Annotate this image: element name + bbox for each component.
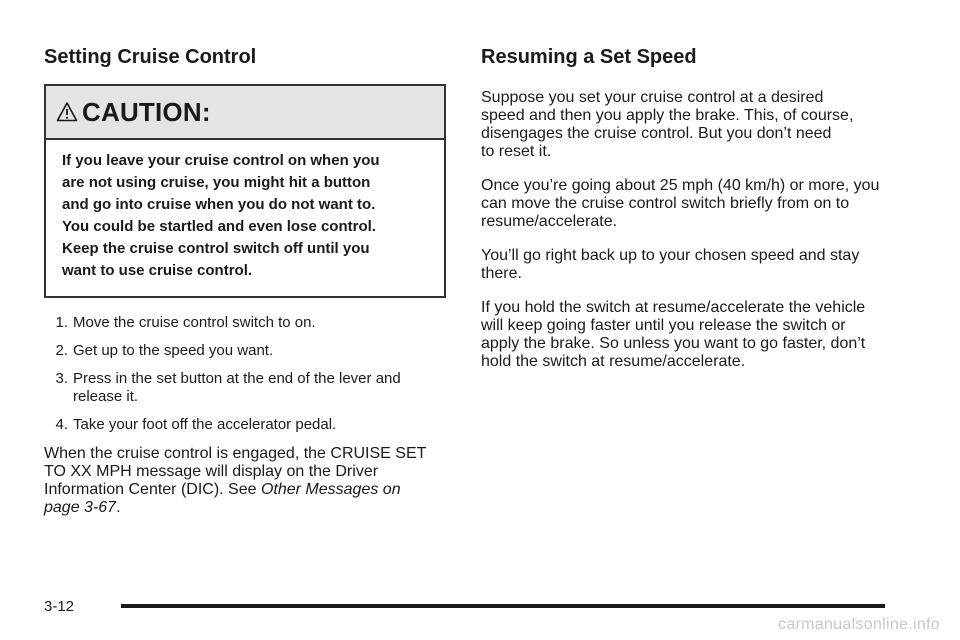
caution-line: If you leave your cruise control on when you bbox=[62, 152, 380, 169]
paragraph-line: You’ll go right back up to your chosen speed and stay bbox=[481, 247, 860, 264]
left-column bbox=[44, 44, 446, 533]
paragraph-text: . bbox=[116, 499, 121, 516]
caution-text bbox=[46, 140, 444, 296]
cross-reference-link[interactable]: Other Messages on bbox=[260, 481, 401, 498]
paragraph-line: speed and then you apply the brake. This, of course, bbox=[481, 107, 854, 124]
list-item bbox=[44, 370, 446, 406]
paragraph-line: Suppose you set your cruise control at a desired bbox=[481, 89, 824, 106]
step-number: 2. bbox=[55, 342, 68, 359]
cross-reference-page[interactable]: page 3-67 bbox=[44, 499, 117, 516]
caution-line: and go into cruise when you do not want to. bbox=[62, 196, 376, 213]
paragraph-line: When the cruise control is engaged, the CRUISE SET bbox=[44, 445, 427, 462]
list-item bbox=[44, 342, 446, 360]
caution-title: CAUTION: bbox=[82, 96, 211, 127]
section-heading-setting-cruise: Setting Cruise Control bbox=[44, 46, 257, 68]
paragraph-line bbox=[44, 481, 446, 499]
paragraph-line: apply the brake. So unless you want to go faster, don’t bbox=[481, 335, 866, 352]
section-heading-resuming: Resuming a Set Speed bbox=[481, 46, 697, 68]
step-text: Take your foot off the accelerator pedal. bbox=[73, 416, 337, 433]
paragraph-line: disengages the cruise control. But you don’t need bbox=[481, 125, 832, 142]
step-text: Press in the set button at the end of the lever and release it. bbox=[73, 370, 401, 405]
paragraph-line: can move the cruise control switch briefly from on to bbox=[481, 195, 850, 212]
footer-rule bbox=[121, 604, 885, 608]
caution-header bbox=[46, 86, 444, 140]
caution-line: want to use cruise control. bbox=[62, 262, 253, 279]
paragraph-line: to reset it. bbox=[481, 143, 552, 160]
caution-line: Keep the cruise control switch off until you bbox=[62, 240, 370, 257]
paragraph-text: Information Center (DIC). See bbox=[44, 481, 261, 498]
caution-line: are not using cruise, you might hit a button bbox=[62, 174, 371, 191]
warning-triangle-icon bbox=[56, 101, 78, 123]
paragraph-line: there. bbox=[481, 265, 522, 282]
watermark: carmanualsonline.info bbox=[778, 616, 940, 633]
steps-list bbox=[44, 314, 446, 434]
paragraph-line: hold the switch at resume/accelerate. bbox=[481, 353, 746, 370]
list-item bbox=[44, 416, 446, 434]
page-number: 3-12 bbox=[44, 598, 75, 615]
paragraph-line: If you hold the switch at resume/accelerate the vehicle bbox=[481, 299, 866, 316]
step-number: 4. bbox=[55, 416, 68, 433]
step-number: 1. bbox=[55, 314, 68, 331]
paragraph-line: Once you’re going about 25 mph (40 km/h) or more, you bbox=[481, 177, 880, 194]
paragraph-line bbox=[44, 499, 446, 517]
list-item bbox=[44, 314, 446, 332]
paragraph-line: TO XX MPH message will display on the Driver bbox=[44, 463, 379, 480]
step-text: Get up to the speed you want. bbox=[73, 342, 274, 359]
paragraph-line: will keep going faster until you release the switch or bbox=[481, 317, 846, 334]
paragraph-line: resume/accelerate. bbox=[481, 213, 618, 230]
caution-line: You could be startled and even lose control. bbox=[62, 218, 376, 235]
step-text: Move the cruise control switch to on. bbox=[73, 314, 316, 331]
right-column bbox=[481, 44, 901, 387]
caution-box bbox=[44, 84, 446, 298]
step-number: 3. bbox=[55, 370, 68, 387]
